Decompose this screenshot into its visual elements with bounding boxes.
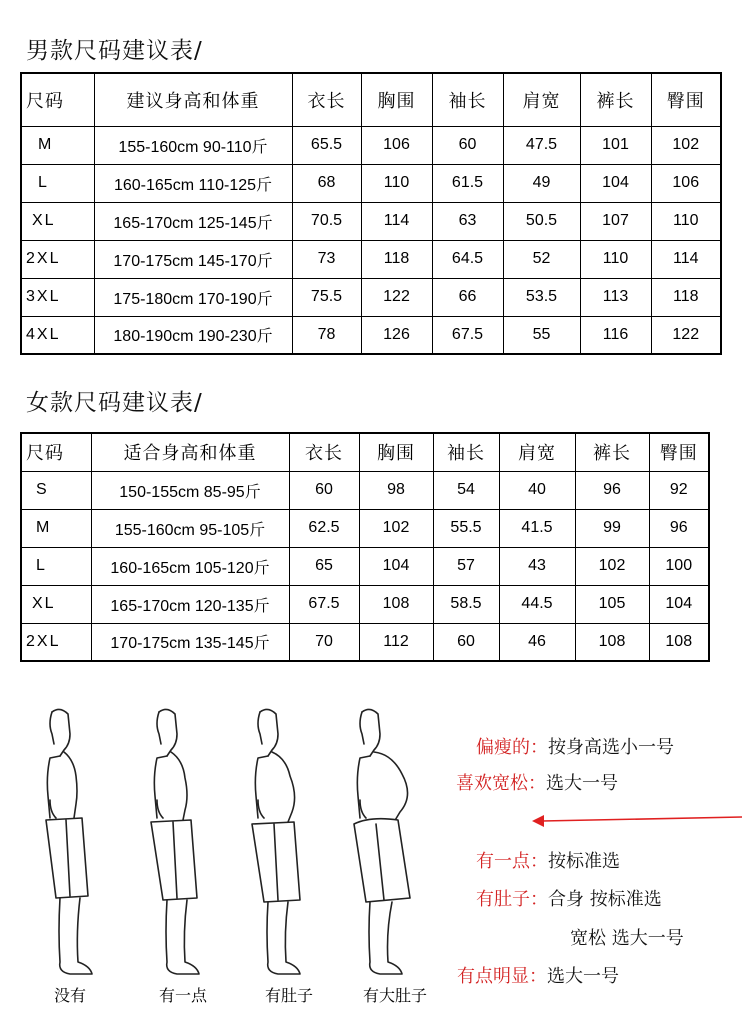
table-row: [21, 164, 721, 202]
size-cell: L: [21, 164, 94, 202]
figure-belly-illustration: [238, 700, 328, 980]
shoulder-cell: 49: [503, 164, 580, 202]
pants-cell: 101: [580, 126, 651, 164]
tip-loose-value: 选大一号: [546, 773, 618, 794]
pants-cell: 113: [580, 278, 651, 316]
chest-cell: 106: [361, 126, 432, 164]
tip-loose: [456, 769, 618, 795]
table-row: [21, 278, 721, 316]
figure-label-none: 没有: [53, 986, 86, 1005]
height-weight-cell: 160-165cm 105-120斤: [91, 547, 289, 585]
tip-obvious-value: 选大一号: [547, 966, 619, 987]
chest-cell: 102: [359, 509, 433, 547]
height-weight-cell: 155-160cm 95-105斤: [91, 509, 289, 547]
length-cell: 65.5: [292, 126, 361, 164]
pants-cell: 105: [575, 585, 649, 623]
size-cell: XL: [21, 202, 94, 240]
length-cell: 68: [292, 164, 361, 202]
men-header-sleeve: 袖长: [432, 73, 503, 126]
men-size-table: [20, 72, 722, 355]
tip-belly-loose: [570, 924, 684, 950]
chest-cell: 108: [359, 585, 433, 623]
length-cell: 75.5: [292, 278, 361, 316]
tip-belly-value: 合身 按标准选: [548, 889, 662, 910]
women-table-title: 女款尺码建议表/: [26, 390, 203, 416]
men-header-size: 尺码: [21, 73, 94, 126]
women-header-shoulder: 肩宽: [499, 433, 575, 471]
men-header-row: [21, 73, 721, 126]
table-row: [21, 202, 721, 240]
hip-cell: 102: [651, 126, 721, 164]
table-row: [21, 585, 709, 623]
table-row: [21, 623, 709, 661]
figure-label-big-belly: 有大肚子: [362, 986, 427, 1005]
hip-cell: 110: [651, 202, 721, 240]
table-row: [21, 509, 709, 547]
hip-cell: 106: [651, 164, 721, 202]
tip-belly-value-2: 宽松 选大一号: [570, 928, 684, 949]
tip-obvious-key: 有点明显：: [457, 966, 547, 987]
size-cell: M: [21, 509, 91, 547]
men-header-shoulder: 肩宽: [503, 73, 580, 126]
sleeve-cell: 57: [433, 547, 499, 585]
hip-cell: 92: [649, 471, 709, 509]
height-weight-cell: 170-175cm 145-170斤: [94, 240, 292, 278]
chest-cell: 114: [361, 202, 432, 240]
chest-cell: 110: [361, 164, 432, 202]
length-cell: 70: [289, 623, 359, 661]
shoulder-cell: 47.5: [503, 126, 580, 164]
shoulder-cell: 53.5: [503, 278, 580, 316]
chest-cell: 118: [361, 240, 432, 278]
height-weight-cell: 160-165cm 110-125斤: [94, 164, 292, 202]
length-cell: 65: [289, 547, 359, 585]
table-row: [21, 240, 721, 278]
men-header-chest: 胸围: [361, 73, 432, 126]
chest-cell: 122: [361, 278, 432, 316]
size-cell: 3XL: [21, 278, 94, 316]
shoulder-cell: 44.5: [499, 585, 575, 623]
figure-little-illustration: [137, 700, 227, 980]
height-weight-cell: 170-175cm 135-145斤: [91, 623, 289, 661]
table-row: [21, 547, 709, 585]
figure-label-little: 有一点: [158, 986, 207, 1005]
women-header-hip: 臀围: [649, 433, 709, 471]
hip-cell: 96: [649, 509, 709, 547]
table-row: [21, 471, 709, 509]
size-cell: L: [21, 547, 91, 585]
men-header-pants: 裤长: [580, 73, 651, 126]
size-cell: M: [21, 126, 94, 164]
length-cell: 67.5: [289, 585, 359, 623]
women-header-height-weight: 适合身高和体重: [91, 433, 289, 471]
chest-cell: 112: [359, 623, 433, 661]
shoulder-cell: 46: [499, 623, 575, 661]
tip-slim-key: 偏瘦的：: [476, 737, 548, 758]
pants-cell: 104: [580, 164, 651, 202]
tip-little-key: 有一点：: [476, 851, 548, 872]
table-row: [21, 316, 721, 354]
hip-cell: 104: [649, 585, 709, 623]
length-cell: 60: [289, 471, 359, 509]
sleeve-cell: 58.5: [433, 585, 499, 623]
sleeve-cell: 67.5: [432, 316, 503, 354]
pants-cell: 108: [575, 623, 649, 661]
pants-cell: 99: [575, 509, 649, 547]
pants-cell: 96: [575, 471, 649, 509]
sleeve-cell: 63: [432, 202, 503, 240]
chest-cell: 104: [359, 547, 433, 585]
size-cell: 2XL: [21, 623, 91, 661]
hip-cell: 122: [651, 316, 721, 354]
tip-belly-key: 有肚子：: [476, 889, 548, 910]
pants-cell: 110: [580, 240, 651, 278]
height-weight-cell: 180-190cm 190-230斤: [94, 316, 292, 354]
tip-loose-key: 喜欢宽松：: [456, 773, 546, 794]
size-cell: 2XL: [21, 240, 94, 278]
shoulder-cell: 43: [499, 547, 575, 585]
table-row: [21, 126, 721, 164]
tip-little: [476, 847, 620, 873]
sleeve-cell: 64.5: [432, 240, 503, 278]
men-header-height-weight: 建议身高和体重: [94, 73, 292, 126]
women-header-size: 尺码: [21, 433, 91, 471]
size-cell: 4XL: [21, 316, 94, 354]
hip-cell: 118: [651, 278, 721, 316]
size-cell: XL: [21, 585, 91, 623]
tip-belly: [476, 885, 662, 911]
pants-cell: 116: [580, 316, 651, 354]
women-header-length: 衣长: [289, 433, 359, 471]
sleeve-cell: 60: [432, 126, 503, 164]
shoulder-cell: 40: [499, 471, 575, 509]
length-cell: 78: [292, 316, 361, 354]
sleeve-cell: 66: [432, 278, 503, 316]
hip-cell: 108: [649, 623, 709, 661]
height-weight-cell: 150-155cm 85-95斤: [91, 471, 289, 509]
length-cell: 73: [292, 240, 361, 278]
pants-cell: 107: [580, 202, 651, 240]
chest-cell: 98: [359, 471, 433, 509]
sleeve-cell: 61.5: [432, 164, 503, 202]
men-header-hip: 臀围: [651, 73, 721, 126]
shoulder-cell: 52: [503, 240, 580, 278]
men-table-title: 男款尺码建议表/: [26, 38, 203, 64]
pants-cell: 102: [575, 547, 649, 585]
height-weight-cell: 165-170cm 125-145斤: [94, 202, 292, 240]
women-header-chest: 胸围: [359, 433, 433, 471]
size-cell: S: [21, 471, 91, 509]
height-weight-cell: 155-160cm 90-110斤: [94, 126, 292, 164]
shoulder-cell: 50.5: [503, 202, 580, 240]
figure-none-illustration: [30, 700, 120, 980]
sleeve-cell: 54: [433, 471, 499, 509]
figure-label-belly: 有肚子: [264, 986, 313, 1005]
length-cell: 62.5: [289, 509, 359, 547]
women-header-row: [21, 433, 709, 471]
tip-slim-value: 按身高选小一号: [548, 737, 674, 758]
women-header-pants: 裤长: [575, 433, 649, 471]
women-header-sleeve: 袖长: [433, 433, 499, 471]
women-size-table: [20, 432, 710, 662]
hip-cell: 100: [649, 547, 709, 585]
chest-cell: 126: [361, 316, 432, 354]
length-cell: 70.5: [292, 202, 361, 240]
arrow-left-icon: [530, 812, 745, 832]
height-weight-cell: 175-180cm 170-190斤: [94, 278, 292, 316]
sleeve-cell: 60: [433, 623, 499, 661]
hip-cell: 114: [651, 240, 721, 278]
shoulder-cell: 41.5: [499, 509, 575, 547]
tip-slim: [476, 733, 674, 759]
men-header-length: 衣长: [292, 73, 361, 126]
tip-little-value: 按标准选: [548, 851, 620, 872]
height-weight-cell: 165-170cm 120-135斤: [91, 585, 289, 623]
sleeve-cell: 55.5: [433, 509, 499, 547]
tip-obvious: [457, 962, 619, 988]
figure-big-belly-illustration: [340, 700, 440, 980]
shoulder-cell: 55: [503, 316, 580, 354]
